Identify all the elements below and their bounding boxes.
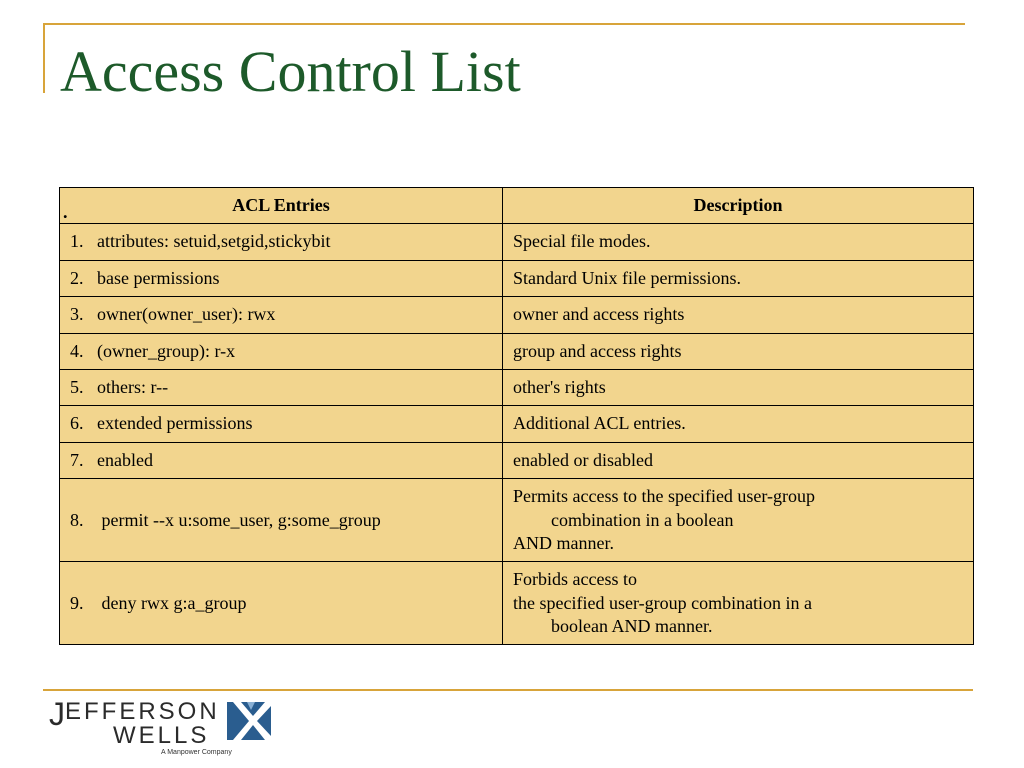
description-text: Additional ACL entries. (513, 413, 686, 434)
entry-cell (60, 369, 503, 405)
table-row (60, 442, 974, 478)
entry-cell (60, 333, 503, 369)
description-line: combination in a boolean (551, 509, 734, 530)
slide-title: Access Control List (60, 39, 521, 104)
row-number: 8. (70, 509, 84, 530)
entry-cell (60, 442, 503, 478)
header-acl-entries-label: ACL Entries (232, 195, 330, 215)
table-row (60, 297, 974, 333)
description-line: Forbids access to (513, 569, 637, 590)
row-number: 3. (70, 304, 84, 325)
table-row (60, 224, 974, 260)
table-header-row (60, 188, 974, 224)
table-row (60, 260, 974, 296)
entry-cell (60, 479, 503, 562)
table-row (60, 562, 974, 645)
entry-text: attributes: setuid,setgid,stickybit (97, 231, 331, 252)
logo-initial: J (49, 696, 65, 732)
row-number: 4. (70, 340, 84, 361)
description-cell (503, 442, 974, 478)
logo-mark-icon (227, 698, 273, 742)
entry-cell (60, 224, 503, 260)
description-cell (503, 562, 974, 645)
logo-wordmark-bottom: WELLS (113, 722, 210, 749)
table-row (60, 369, 974, 405)
header-description: Description (503, 188, 974, 224)
description-text: Standard Unix file permissions. (513, 267, 741, 288)
entry-text: extended permissions (97, 413, 253, 434)
description-cell (503, 406, 974, 442)
entry-text: deny rwx g:a_group (101, 592, 247, 613)
description-cell (503, 369, 974, 405)
bottom-accent-rule (43, 689, 973, 691)
row-number: 6. (70, 413, 84, 434)
acl-table (59, 187, 974, 645)
entry-text: permit --x u:some_user, g:some_group (101, 509, 381, 530)
left-accent-rule (43, 23, 45, 93)
description-line: the specified user-group combination in a (513, 592, 813, 613)
description-line: boolean AND manner. (551, 616, 713, 637)
row-number: 2. (70, 267, 84, 288)
logo-tagline: A Manpower Company (161, 749, 232, 756)
entry-text: owner(owner_user): rwx (97, 304, 276, 325)
row-number: 9. (70, 592, 84, 613)
row-number: 7. (70, 449, 84, 470)
entry-cell (60, 406, 503, 442)
description-cell (503, 297, 974, 333)
description-text: Special file modes. (513, 231, 651, 252)
entry-cell (60, 297, 503, 333)
entry-text: (owner_group): r-x (97, 340, 236, 361)
row-number: 1. (70, 231, 84, 252)
table-row (60, 406, 974, 442)
jefferson-wells-logo (49, 696, 289, 762)
header-acl-entries (60, 188, 503, 224)
description-cell (503, 224, 974, 260)
logo-line1: EFFERSON (65, 698, 220, 725)
description-text: other's rights (513, 376, 606, 397)
description-cell (503, 479, 974, 562)
entry-text: others: r-- (97, 376, 169, 397)
entry-text: base permissions (97, 267, 220, 288)
description-text: enabled or disabled (513, 449, 653, 470)
corner-mark: . (63, 202, 68, 222)
description-line: Permits access to the specified user-group (513, 486, 816, 507)
entry-text: enabled (97, 449, 153, 470)
description-text: owner and access rights (513, 304, 685, 325)
table-row (60, 479, 974, 562)
table-row (60, 333, 974, 369)
description-cell (503, 333, 974, 369)
top-accent-rule (43, 23, 965, 25)
entry-cell (60, 562, 503, 645)
description-cell (503, 260, 974, 296)
entry-cell (60, 260, 503, 296)
row-number: 5. (70, 376, 84, 397)
description-line: AND manner. (513, 532, 614, 553)
description-text: group and access rights (513, 340, 682, 361)
